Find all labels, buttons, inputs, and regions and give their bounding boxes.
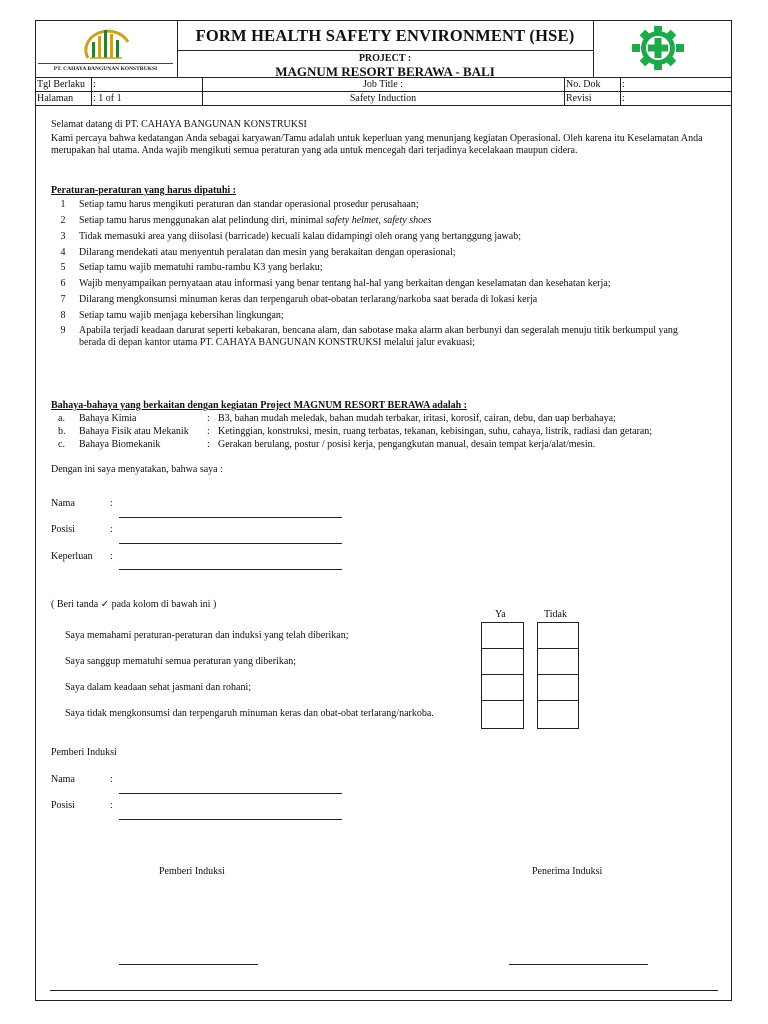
project-name: MAGNUM RESORT BERAWA - BALI	[275, 64, 495, 79]
rule-number: 5	[60, 262, 66, 273]
statement-3: Saya dalam keadaan sehat jasmani dan rohani;	[65, 682, 252, 693]
keperluan-field[interactable]	[119, 569, 342, 570]
nama-colon: :	[110, 498, 113, 509]
company-name-small: PT. CAHAYA BANGUNAN KONSTRUKSI	[53, 66, 158, 72]
statement-4: Saya tidak mengkonsumsi dan terpengaruh minuman keras dan obat-obat terlarang/narkoba.	[65, 708, 434, 719]
posisi-field[interactable]	[119, 543, 342, 544]
no-dok-value: :	[622, 79, 625, 90]
info-col-3	[564, 77, 565, 105]
revisi-label: Revisi	[566, 93, 592, 104]
intro-paragraph: Kami percaya bahwa kedatangan Anda sebagai karyawan/Tamu adalah untuk keperluan yang menunjang kegiatan Operasional. Oleh karena itu Keselamatan Anda merupakan hal utama. Anda wajib mengikuti semua peraturan yang ada untuk mencegah dari terjadinya kecelakaan maupun cidera.	[51, 133, 703, 156]
rule-number: 1	[60, 199, 66, 210]
header-divider-left	[177, 20, 178, 77]
declaration-intro: Dengan ini saya menyatakan, bahwa saya :	[51, 464, 223, 475]
hazards-heading: Bahaya-bahaya yang berkaitan dengan kegiatan Project MAGNUM RESORT BERAWA adalah :	[51, 400, 467, 411]
rule-number: 7	[60, 294, 66, 305]
checkbox-ya-3[interactable]	[481, 674, 524, 701]
checkbox-tidak-3[interactable]	[537, 674, 579, 701]
job-title-value: Safety Induction	[349, 93, 417, 104]
rule-text: Wajib menyampaikan pernyataan atau informasi yang benar tentang hal-hal yang berkaitan dengan keselamatan dan kesehatan kerja;	[79, 278, 611, 289]
checkbox-tidak-1[interactable]	[537, 622, 579, 649]
safety-gear-icon	[630, 26, 686, 70]
rule-number: 2	[60, 215, 66, 226]
nama-label: Nama	[51, 498, 75, 509]
inductor-heading: Pemberi Induksi	[51, 747, 117, 758]
company-logo-icon	[70, 22, 140, 62]
hazard-letter: b.	[58, 426, 66, 437]
signature-right-label: Penerima Induksi	[532, 866, 603, 877]
info-row-divider	[35, 91, 732, 92]
rule-number: 9	[60, 325, 66, 336]
checkbox-ya-1[interactable]	[481, 622, 524, 649]
nama-field[interactable]	[119, 517, 342, 518]
form-frame	[35, 20, 732, 1001]
checkbox-tidak-4[interactable]	[537, 700, 579, 729]
info-col-1	[91, 77, 92, 105]
signature-left-label: Pemberi Induksi	[159, 866, 225, 877]
rule-number: 3	[60, 231, 66, 242]
checklist-instruction: ( Beri tanda ✓ pada kolom di bawah ini )	[51, 599, 217, 610]
checkbox-ya-2[interactable]	[481, 648, 524, 675]
form-title: FORM HEALTH SAFETY ENVIRONMENT (HSE)	[195, 26, 575, 45]
signature-right-line[interactable]	[509, 964, 648, 965]
rule-number: 6	[60, 278, 66, 289]
hazard-name: Bahaya Biomekanik	[79, 439, 161, 450]
halaman-label: Halaman	[37, 93, 74, 104]
rule-number: 4	[60, 247, 66, 258]
column-tidak: Tidak	[544, 609, 567, 620]
inductor-posisi-colon: :	[110, 800, 113, 811]
inductor-nama-label: Nama	[51, 774, 75, 785]
rule-text-italic: safety helmet, safety shoes	[325, 215, 432, 226]
hazard-description: Ketinggian, konstruksi, mesin, ruang terbatas, tekanan, kebisingan, suhu, cahaya, listrik, radiasi dan getaran;	[218, 426, 653, 437]
hazard-colon: :	[207, 413, 210, 424]
inductor-posisi-field[interactable]	[119, 819, 342, 820]
hazard-colon: :	[207, 426, 210, 437]
tgl-berlaku-label: Tgl Berlaku	[37, 79, 86, 90]
rule-text: Dilarang mendekati atau menyentuh peralatan dan mesin yang berakaitan dengan operasional;	[79, 247, 456, 258]
hazard-letter: a.	[58, 413, 65, 424]
rule-text-plain: Setiap tamu harus menggunakan alat pelindung diri, minimal	[79, 215, 326, 226]
rule-text: Tidak memasuki area yang diisolasi (barricade) kecuali kalau didampingi oleh orang yang bertanggung jawab;	[79, 231, 521, 242]
rule-text	[79, 215, 699, 227]
rule-text: Setiap tamu wajib mematuhi rambu-rambu K3 yang berlaku;	[79, 262, 323, 273]
column-ya: Ya	[495, 609, 506, 620]
posisi-label: Posisi	[51, 524, 75, 535]
greeting-text: Selamat datang di PT. CAHAYA BANGUNAN KONSTRUKSI	[51, 119, 307, 130]
rule-text: Dilarang mengkonsumsi minuman keras dan terpengaruh obat-obatan terlarang/narkoba saat berada di lokasi kerja	[79, 294, 538, 305]
inductor-nama-field[interactable]	[119, 793, 342, 794]
signature-left-line[interactable]	[119, 964, 258, 965]
statement-2: Saya sanggup mematuhi semua peraturan yang diberikan;	[65, 656, 297, 667]
job-title-label: Job Title :	[362, 79, 404, 90]
hazard-name: Bahaya Kimia	[79, 413, 137, 424]
header-divider-right	[593, 20, 594, 77]
rule-text: Setiap tamu wajib menjaga kebersihan lingkungan;	[79, 310, 284, 321]
checkbox-ya-4[interactable]	[481, 700, 524, 729]
footer-line	[50, 990, 718, 991]
hazard-description: Gerakan berulang, postur / posisi kerja, pengangkutan manual, desain tempat kerja/alat/mesin.	[218, 439, 596, 450]
keperluan-label: Keperluan	[51, 551, 93, 562]
title-underline	[177, 50, 593, 51]
hazard-colon: :	[207, 439, 210, 450]
no-dok-label: No. Dok	[566, 79, 601, 90]
posisi-colon: :	[110, 524, 113, 535]
revisi-value: :	[622, 93, 625, 104]
hazard-letter: c.	[58, 439, 65, 450]
keperluan-colon: :	[110, 551, 113, 562]
halaman-value: : 1 of 1	[93, 93, 122, 104]
project-label: PROJECT :	[358, 53, 412, 64]
rule-number: 8	[60, 310, 66, 321]
info-table-bottom	[35, 105, 732, 106]
inductor-posisi-label: Posisi	[51, 800, 75, 811]
checkbox-tidak-2[interactable]	[537, 648, 579, 675]
statement-1: Saya memahami peraturan-peraturan dan induksi yang telah diberikan;	[65, 630, 349, 641]
inductor-nama-colon: :	[110, 774, 113, 785]
hazard-description: B3, bahan mudah meledak, bahan mudah terbakar, iritasi, korosif, cairan, debu, dan uap berbahaya;	[218, 413, 616, 424]
hazard-name: Bahaya Fisik atau Mekanik	[79, 426, 189, 437]
tgl-berlaku-value: :	[93, 79, 96, 90]
company-line	[38, 63, 173, 64]
rule-text: Setiap tamu harus mengikuti peraturan dan standar operasional prosedur perusahaan;	[79, 199, 419, 210]
info-col-4	[620, 77, 621, 105]
rules-heading: Peraturan-peraturan yang harus dipatuhi :	[51, 185, 237, 196]
rule-text: Apabila terjadi keadaan darurat seperti kebakaran, bencana alam, dan sabotase maka alarm akan berbunyi dan segeralah menuju titik berkumpul yang berada di depan kantor utama PT. CAHAYA BANGUNAN KONSTRUKSI melalui jalur evakuasi;	[79, 325, 678, 348]
